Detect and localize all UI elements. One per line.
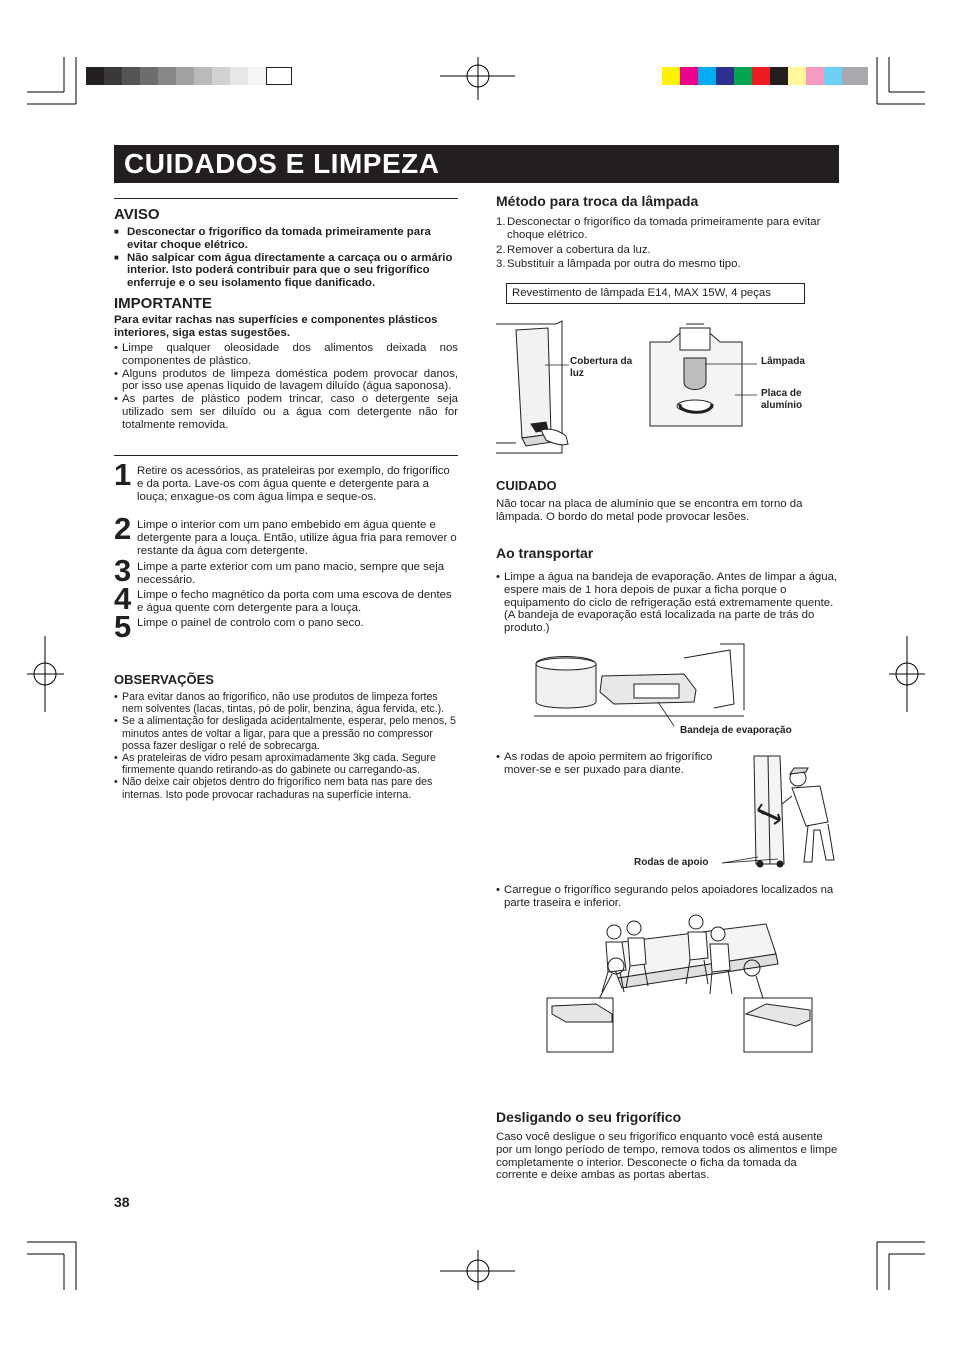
cuidado-heading: CUIDADO bbox=[496, 478, 557, 493]
list-item: • Limpe a água na bandeja de evaporação. Antes de limpar a água, espere mais de 1 hora depois de puxar a ficha porque o equipamento do ciclo de refrigeração está extremamente quente. (A bandeja de evaporação está localizada na parte de trás do produto.) bbox=[496, 571, 841, 635]
list-item: • As partes de plástico podem trincar, caso o detergente seja utilizado sem ser diluído ou a água com detergente não for totalmente removida. bbox=[114, 393, 458, 431]
list-item: • Carregue o frigorífico segurando pelos apoiadores localizados na parte traseira e inferior. bbox=[496, 884, 841, 910]
leader-lines bbox=[722, 853, 782, 873]
lamp-spec-box: Revestimento de lâmpada E14, MAX 15W, 4 peças bbox=[506, 283, 805, 304]
lamp-label: Lâmpada bbox=[761, 356, 805, 367]
title-banner bbox=[114, 145, 839, 183]
lamp-steps bbox=[496, 216, 841, 271]
importante-heading: IMPORTANTE bbox=[114, 295, 213, 312]
list-item: • As rodas de apoio permitem ao frigorífico mover-se e ser puxado para diante. bbox=[496, 751, 726, 777]
step-text: Limpe o painel de controlo com o pano seco. bbox=[137, 617, 364, 629]
list-item: • Se a alimentação for desligada acidentalmente, esperar, pelo menos, 5 minutos antes de voltar a ligar, para que a pressão no compressor possa fazer desligar o relé de sobrecarga. bbox=[114, 715, 459, 752]
importante-list bbox=[114, 342, 458, 432]
step-number: 1 bbox=[114, 457, 132, 492]
step-number: 3 bbox=[114, 553, 132, 588]
list-item: • Não deixe cair objetos dentro do frigorífico nem bata nas pare des internas. Isto pode provocar rachaduras na superfície interna. bbox=[114, 776, 459, 800]
list-item: • As prateleiras de vidro pesam aproximadamente 3kg cada. Segure firmemente quando retirando-as do gabinete ou carregando-as. bbox=[114, 752, 459, 776]
list-item: ■ Desconectar o frigorífico da tomada primeiramente para evitar choque elétrico. bbox=[114, 226, 454, 252]
step-text: Limpe o fecho magnético da porta com uma escova de dentes e água quente com detergente para a louça. bbox=[137, 589, 452, 614]
list-item: • Para evitar danos ao frigorífico, não use produtos de limpeza fortes nem solventes (lacas, tintas, pó de polir, benzina, água fervida, etc.). bbox=[114, 691, 459, 715]
step-text: Retire os acessórios, as prateleiras por exemplo, do frigorífico e da porta. Lave-os com água quente e detergente para a louça; enxague-os com água limpa e seque-os. bbox=[137, 465, 450, 503]
desligando-heading: Desligando o seu frigorífico bbox=[496, 1109, 682, 1125]
aluminium-plate-label: Placa de alumínio bbox=[761, 388, 803, 411]
list-item: ■ Não salpicar com água directamente a carcaça ou o armário interior. Isto poderá contribuir para que o seu frigorífico enferruje e o seu isolamento fique danificado. bbox=[114, 252, 454, 290]
list-item: • Limpe qualquer oleosidade dos alimentos deixada nos componentes de plástico. bbox=[114, 342, 458, 368]
step-text: Limpe a parte exterior com um pano macio, sempre que seja necessário. bbox=[137, 561, 445, 586]
step-text: Limpe o interior com um pano embebido em água quente e detergente para a louça. Então, utilize água fria para remover o restante da água com detergente. bbox=[137, 519, 457, 557]
observacoes-heading: OBSERVAÇÕES bbox=[114, 672, 214, 687]
leader-line bbox=[656, 700, 676, 730]
wheels-label: Rodas de apoio bbox=[634, 857, 709, 868]
transport-list-1 bbox=[496, 571, 841, 635]
list-item: 2. Remover a cobertura da luz. bbox=[496, 243, 651, 256]
section-divider bbox=[114, 198, 458, 199]
step-number: 5 bbox=[114, 609, 132, 644]
page-number: 38 bbox=[114, 1194, 130, 1210]
cuidado-text: Não tocar na placa de alumínio que se encontra em torno da lâmpada. O bordo do metal pode provocar lesões. bbox=[496, 498, 803, 523]
importante-intro: Para evitar rachas nas superfícies e componentes plásticos interiores, siga estas sugestões. bbox=[114, 314, 438, 339]
page-title: CUIDADOS E LIMPEZA bbox=[124, 148, 440, 179]
transport-heading: Ao transportar bbox=[496, 545, 594, 561]
list-item: 1. Desconectar o frigorífico da tomada primeiramente para evitar choque elétrico. bbox=[496, 216, 821, 241]
lamp-cover-illustration bbox=[496, 318, 606, 458]
evaporation-tray-label: Bandeja de evaporação bbox=[680, 725, 792, 736]
list-item: • Alguns produtos de limpeza doméstica podem provocar danos, por isso use apenas líquido de lavagem diluído (água saponosa). bbox=[114, 368, 458, 394]
leader-line bbox=[545, 360, 585, 370]
carrying-illustration bbox=[546, 914, 816, 1054]
lamp-cover-label: Cobertura da luz bbox=[570, 356, 633, 379]
section-divider bbox=[114, 455, 458, 456]
desligando-text: Caso você desligue o seu frigorífico enquanto você está ausente por um longo período de tempo, remova todos os alimentos e limpe completamente o interior. Desconecte o ficha da tomada da corrente e deixe ambas as portas abertas. bbox=[496, 1131, 838, 1182]
leader-lines bbox=[705, 355, 765, 415]
observacoes-list bbox=[114, 691, 459, 801]
step-number: 4 bbox=[114, 581, 132, 616]
lamp-heading: Método para troca da lâmpada bbox=[496, 193, 699, 209]
list-item: 3. Substituir a lâmpada por outra do mesmo tipo. bbox=[496, 258, 741, 271]
step-number: 2 bbox=[114, 511, 132, 546]
transport-list-2 bbox=[496, 751, 726, 777]
evaporation-tray-illustration bbox=[534, 644, 744, 719]
aviso-list bbox=[114, 226, 454, 290]
aviso-heading: AVISO bbox=[114, 206, 160, 223]
transport-list-3 bbox=[496, 884, 841, 910]
